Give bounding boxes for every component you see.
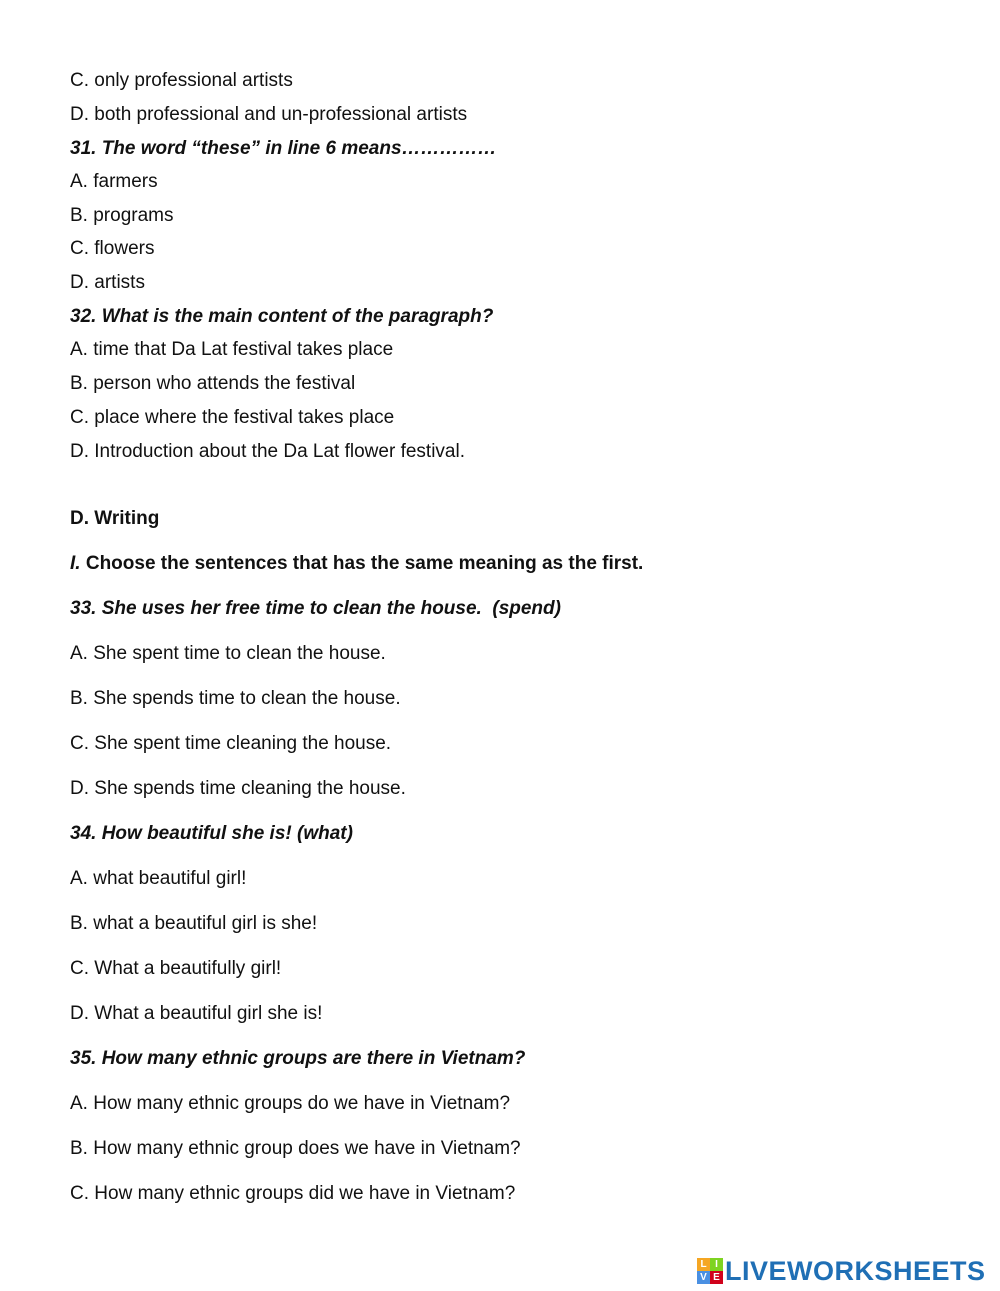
logo-mark-icon — [697, 1258, 723, 1284]
q32-option-a[interactable]: A. time that Da Lat festival takes place — [70, 339, 394, 360]
q34-option-b[interactable]: B. what a beautiful girl is she! — [70, 913, 318, 934]
q34-option-c[interactable]: C. What a beautifully girl! — [70, 958, 282, 979]
q33-option-d[interactable]: D. She spends time cleaning the house. — [70, 778, 406, 799]
instruction-text: Choose the sentences that has the same meaning as the first. — [80, 553, 644, 574]
q32-question: 32. What is the main content of the paragraph? — [70, 306, 494, 327]
liveworksheets-logo — [697, 1256, 986, 1286]
logo-mark-letter: V — [697, 1271, 710, 1284]
instruction-prefix: I. — [70, 553, 81, 574]
q31-question: 31. The word “these” in line 6 means…………… — [70, 138, 497, 159]
q35-option-a[interactable]: A. How many ethnic groups do we have in Vietnam? — [70, 1093, 511, 1114]
q34-option-d[interactable]: D. What a beautiful girl she is! — [70, 1003, 323, 1024]
q31-option-a[interactable]: A. farmers — [70, 171, 158, 192]
q33-option-a[interactable]: A. She spent time to clean the house. — [70, 643, 386, 664]
section-instruction — [70, 553, 643, 575]
q30-option-c: C. only professional artists — [70, 70, 293, 91]
logo-text: LIVEWORKSHEETS — [725, 1256, 986, 1286]
q35-question: 35. How many ethnic groups are there in Vietnam? — [70, 1048, 526, 1069]
q33-option-b[interactable]: B. She spends time to clean the house. — [70, 688, 401, 709]
section-title: D. Writing — [70, 508, 160, 529]
q32-option-d[interactable]: D. Introduction about the Da Lat flower festival. — [70, 441, 465, 462]
q33-option-c[interactable]: C. She spent time cleaning the house. — [70, 733, 392, 754]
q33-question: 33. She uses her free time to clean the house. (spend) — [70, 598, 561, 619]
q34-option-a[interactable]: A. what beautiful girl! — [70, 868, 247, 889]
q35-option-c[interactable]: C. How many ethnic groups did we have in Vietnam? — [70, 1183, 516, 1204]
q35-option-b[interactable]: B. How many ethnic group does we have in Vietnam? — [70, 1138, 521, 1159]
logo-mark-letter: L — [697, 1258, 710, 1271]
q31-option-b[interactable]: B. programs — [70, 205, 174, 226]
q31-option-d[interactable]: D. artists — [70, 272, 145, 293]
q31-option-c[interactable]: C. flowers — [70, 238, 155, 259]
q34-question: 34. How beautiful she is! (what) — [70, 823, 353, 844]
q32-option-b[interactable]: B. person who attends the festival — [70, 373, 356, 394]
logo-mark-letter: I — [710, 1258, 723, 1271]
q30-option-d: D. both professional and un-professional artists — [70, 104, 468, 125]
logo-mark-letter: E — [710, 1271, 723, 1284]
q32-option-c[interactable]: C. place where the festival takes place — [70, 407, 395, 428]
